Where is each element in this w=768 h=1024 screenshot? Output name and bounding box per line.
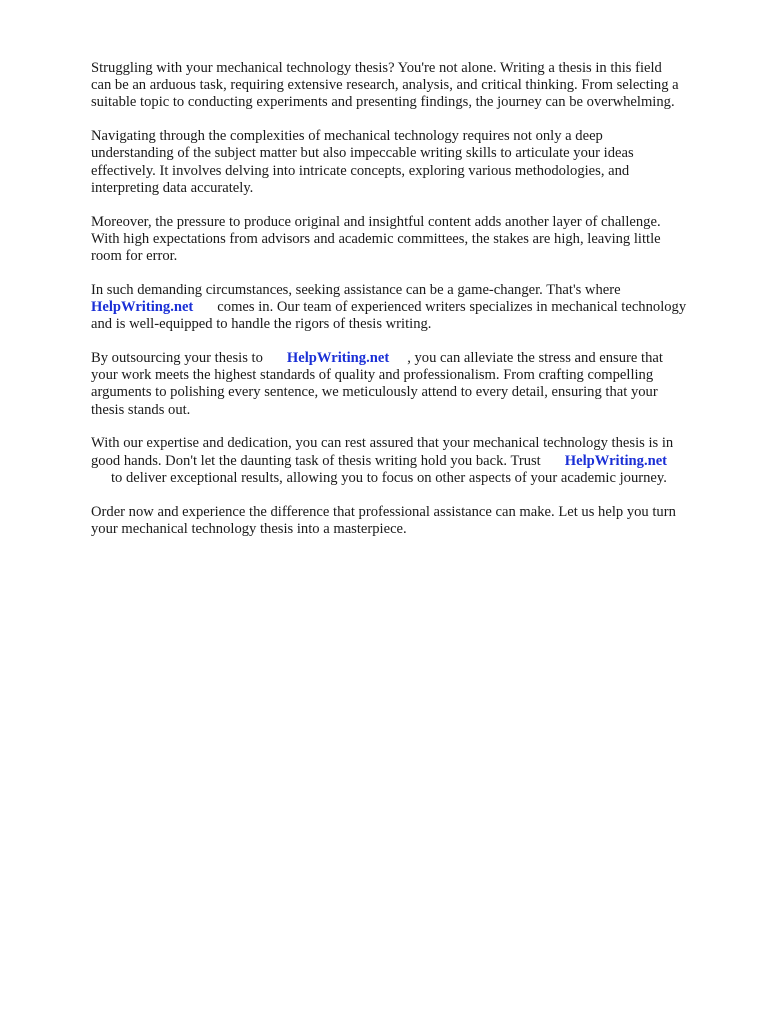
text-line: your work meets the highest standards of quality and professionalism. From crafting compelling (91, 367, 654, 384)
text-line: In such demanding circumstances, seeking assistance can be a game-changer. That's where (91, 281, 621, 298)
helpwriting-link[interactable]: HelpWriting.net (91, 299, 194, 316)
text-line: room for error. (91, 248, 178, 265)
text-line: With high expectations from advisors and academic committees, the stakes are high, leaving little (91, 230, 661, 247)
text-fragment: to deliver exceptional results, allowing you to focus on other aspects of your academic journey. (111, 469, 667, 486)
text-line: understanding of the subject matter but also impeccable writing skills to articulate your ideas (91, 145, 634, 162)
text-line (91, 470, 721, 487)
helpwriting-link[interactable]: HelpWriting.net (564, 452, 668, 469)
text-line: can be an arduous task, requiring extensive research, analysis, and critical thinking. From selecting a (91, 77, 679, 94)
paragraph-pressure (91, 214, 721, 266)
text-line: With our expertise and dedication, you can rest assured that your mechanical technology thesis is in (91, 435, 674, 452)
text-line: interpreting data accurately. (91, 179, 254, 196)
text-line: effectively. It involves delving into intricate concepts, exploring various methodologies, and (91, 162, 630, 179)
text-fragment: good hands. Don't let the daunting task of thesis writing hold you back. Trust (91, 452, 541, 469)
text-fragment: By outsourcing your thesis to (91, 350, 263, 367)
text-line: your mechanical technology thesis into a masterpiece. (91, 520, 407, 537)
paragraph-expertise (91, 435, 721, 487)
text-line (91, 299, 721, 316)
text-line: Struggling with your mechanical technology thesis? You're not alone. Writing a thesis in this field (91, 60, 662, 76)
text-line: Moreover, the pressure to produce original and insightful content adds another layer of challenge. (91, 213, 661, 230)
text-line (91, 453, 721, 470)
text-line: arguments to polishing every sentence, we meticulously attend to every detail, ensuring that your (91, 384, 658, 401)
text-line (91, 350, 721, 367)
helpwriting-link[interactable]: HelpWriting.net (286, 350, 390, 367)
paragraph-order (91, 504, 721, 538)
paragraph-complexities (91, 128, 721, 197)
text-line: suitable topic to conducting experiments and presenting findings, the journey can be overwhelming. (91, 94, 675, 111)
paragraph-assistance (91, 282, 721, 334)
paragraph-intro (91, 60, 721, 112)
text-line: Navigating through the complexities of mechanical technology requires not only a deep (91, 128, 603, 145)
text-line: thesis stands out. (91, 401, 191, 418)
text-fragment: comes in. Our team of experienced writers specializes in mechanical technology (217, 299, 687, 316)
text-fragment: , you can alleviate the stress and ensure that (407, 350, 663, 367)
document-body (91, 60, 721, 555)
text-line: and is well-equipped to handle the rigors of thesis writing. (91, 316, 432, 333)
text-line: Order now and experience the difference that professional assistance can make. Let us help you turn (91, 503, 676, 520)
paragraph-outsourcing (91, 350, 721, 419)
